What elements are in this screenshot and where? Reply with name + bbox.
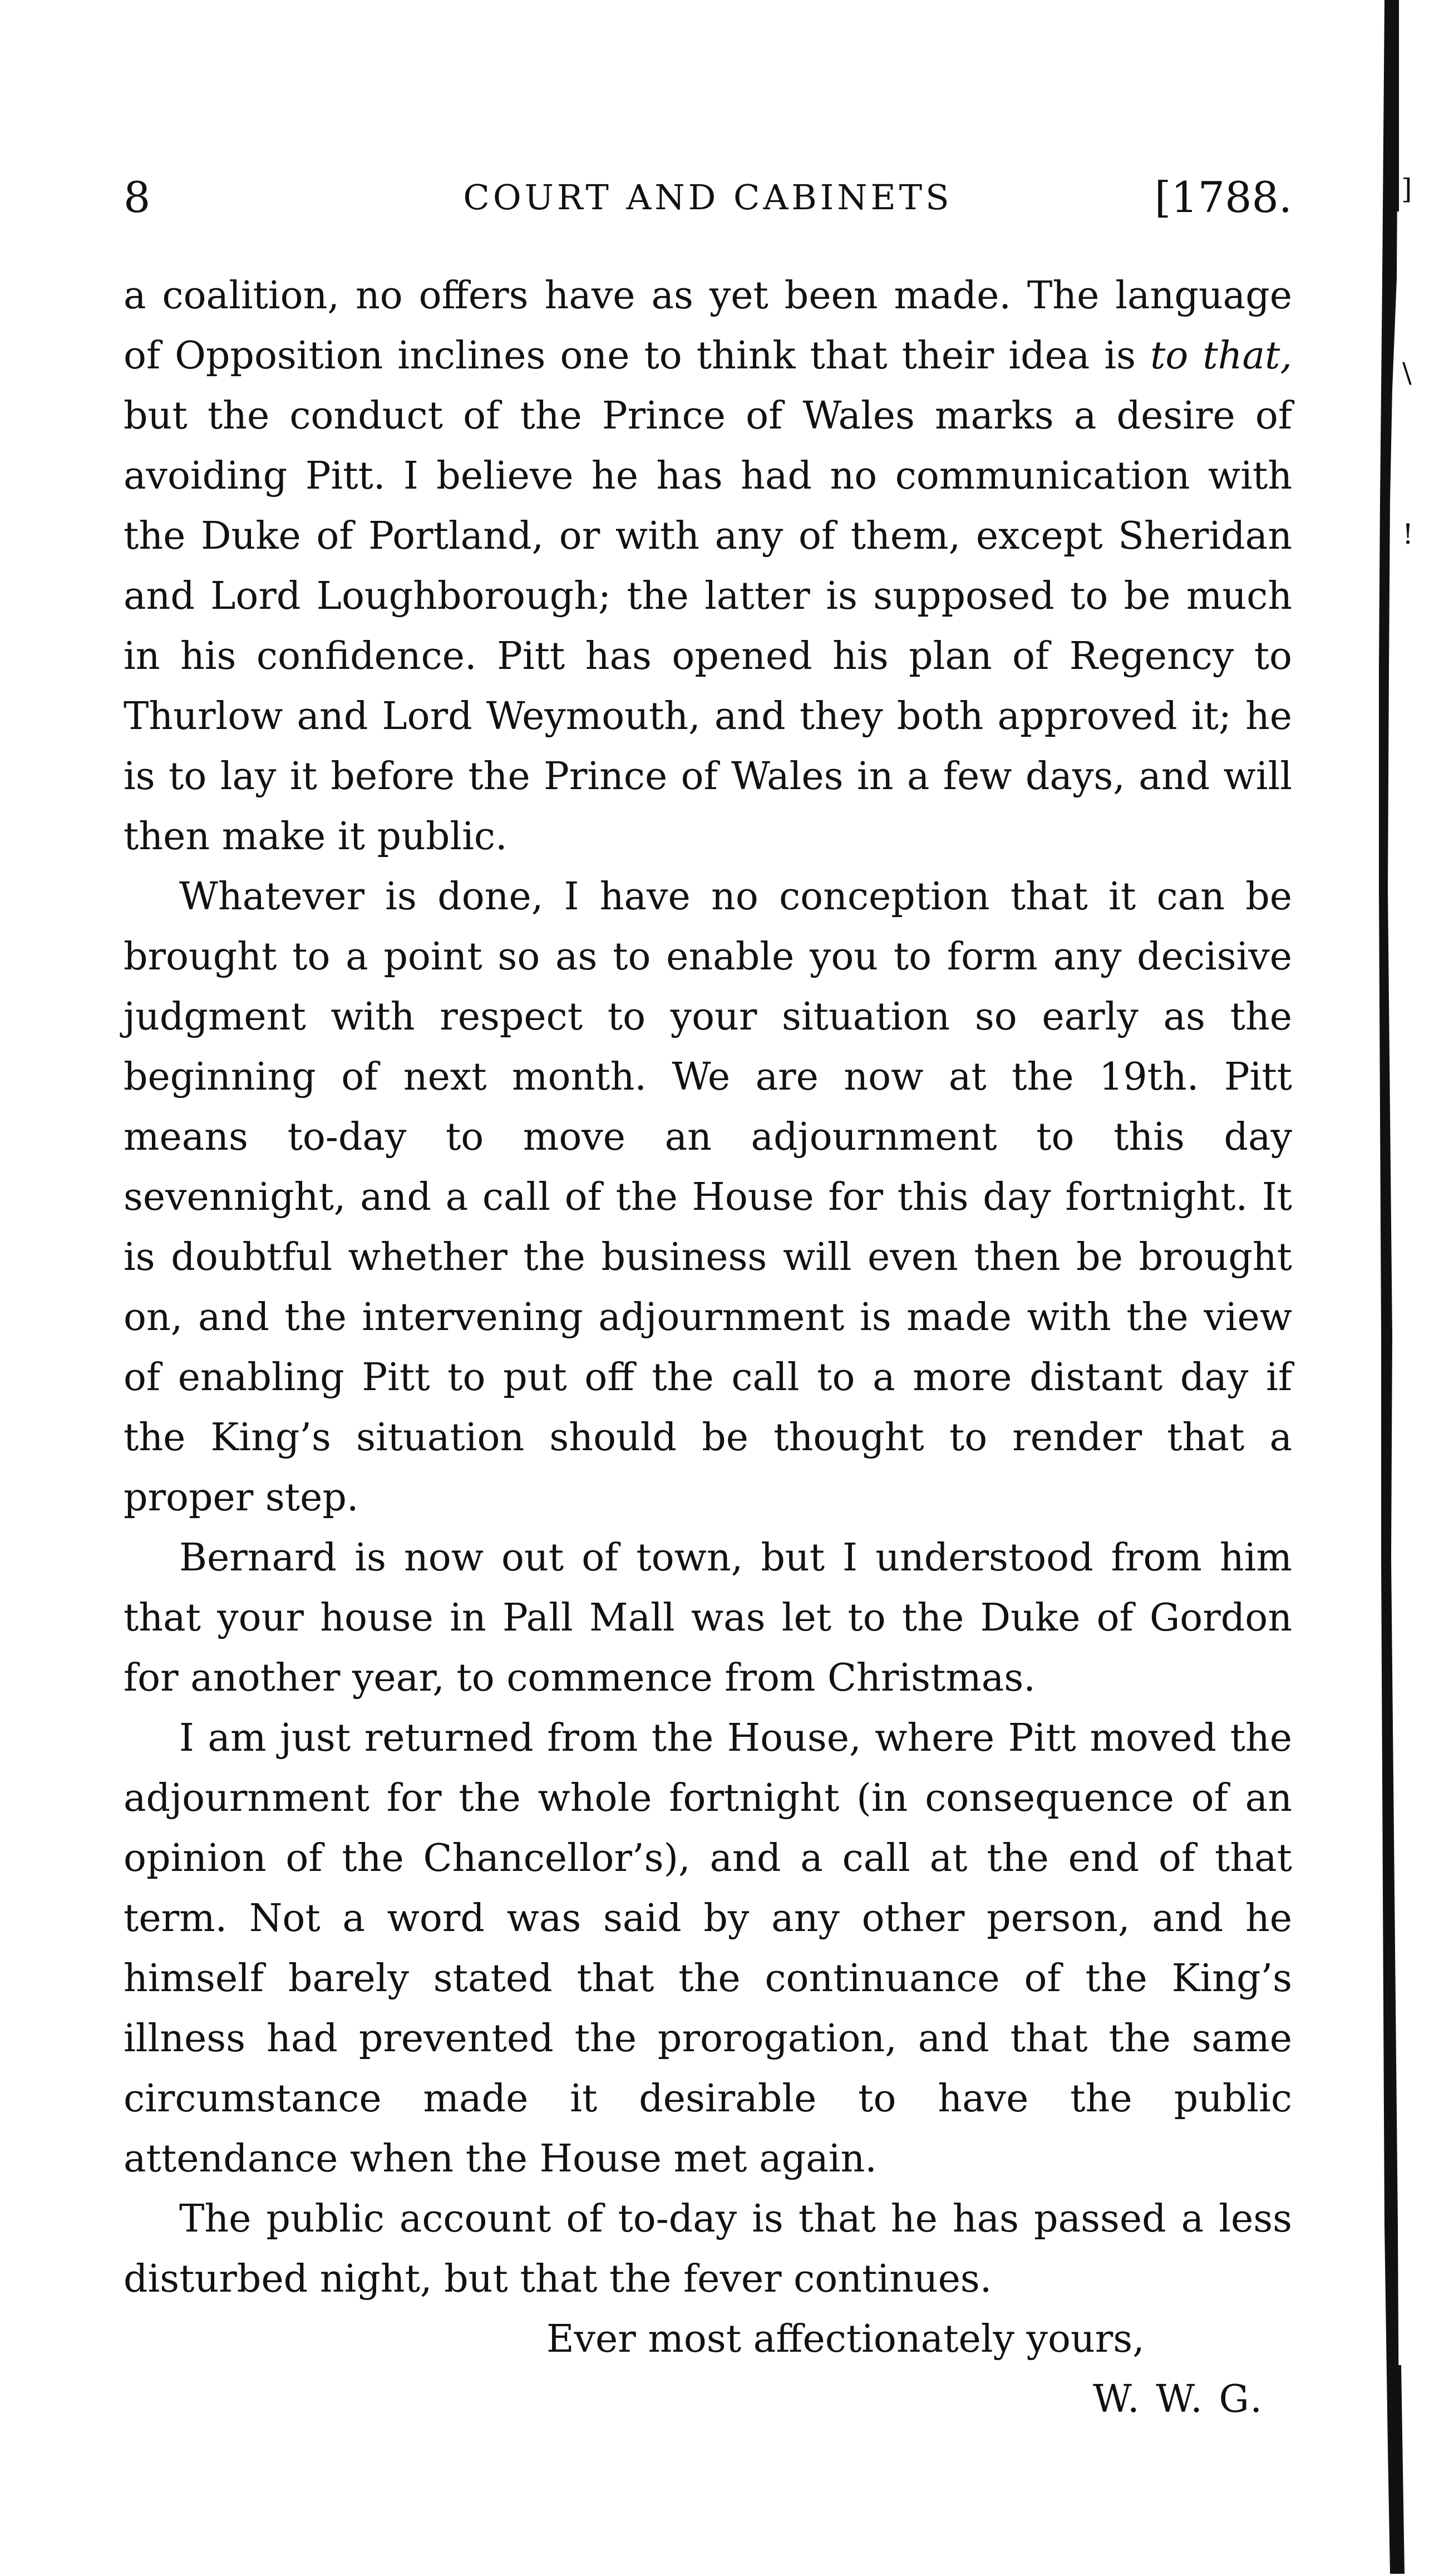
paragraph-1-emphasis: to that,	[1150, 334, 1293, 378]
binding-edge-line	[1379, 0, 1401, 2574]
year-mark: [1788.	[1154, 173, 1292, 222]
letter-body	[124, 266, 1292, 2430]
page-header	[124, 167, 1292, 228]
edge-mark-2: \	[1402, 357, 1412, 389]
letter-signature: W. W. G.	[1093, 2377, 1264, 2421]
binding-edge-shading	[1368, 0, 1429, 2574]
paragraph-1	[124, 266, 1292, 867]
edge-mark-1: ]	[1401, 173, 1412, 205]
page-number: 8	[124, 173, 151, 222]
paragraph-1-text-before: a coalition, no offers have as yet been made. The language of Opposition inclines one to think that their idea is	[124, 274, 1292, 378]
edge-mark-3: !	[1402, 518, 1414, 550]
paragraph-1-text-after: but the conduct of the Prince of Wales marks a desire of avoiding Pitt. I believe he has had no communication with the Duke of Portland, or with any of them, except Sheridan and Lord Loughborough; the latter is supposed to be much in his confidence. Pitt has opened his plan of Regency to Thurlow and Lord Weymouth, and they both approved it; he is to lay it before the Prince of Wales in a few days, and will then make it public.	[124, 394, 1292, 859]
letter-closing: Ever most affectionately yours,	[546, 2317, 1145, 2361]
running-title: COURT AND CABINETS	[463, 177, 953, 218]
binding-edge	[1368, 0, 1429, 2574]
paragraph-3: Bernard is now out of town, but I understood from him that your house in Pall Mall was let to the Duke of Gordon for another year, to commence from Christmas.	[124, 1536, 1292, 1700]
paragraph-5: The public account of to-day is that he has passed a less disturbed night, but that the fever continues.	[124, 2197, 1292, 2301]
paragraph-2: Whatever is done, I have no conception that it can be brought to a point so as to enable you to form any decisive judgment with respect to your situation so early as the beginning of next month. We are now at the 19th. Pitt means to-day to move an adjournment to this day sevennight, and a call of the House for this day fortnight. It is doubtful whether the business will even then be brought on, and the intervening adjournment is made with the view of enabling Pitt to put off the call to a more distant day if the King’s situation should be thought to render that a proper step.	[124, 875, 1292, 1520]
paragraph-4: I am just returned from the House, where Pitt moved the adjournment for the whole fortnight (in consequence of an opinion of the Chancellor’s), and a call at the end of that term. Not a word was said by any other person, and he himself barely stated that the continuance of the King’s illness had prevented the prorogation, and that the same circumstance made it desirable to have the public attendance when the House met again.	[124, 1716, 1292, 2181]
binding-edge-top-bar	[1394, 0, 1399, 211]
